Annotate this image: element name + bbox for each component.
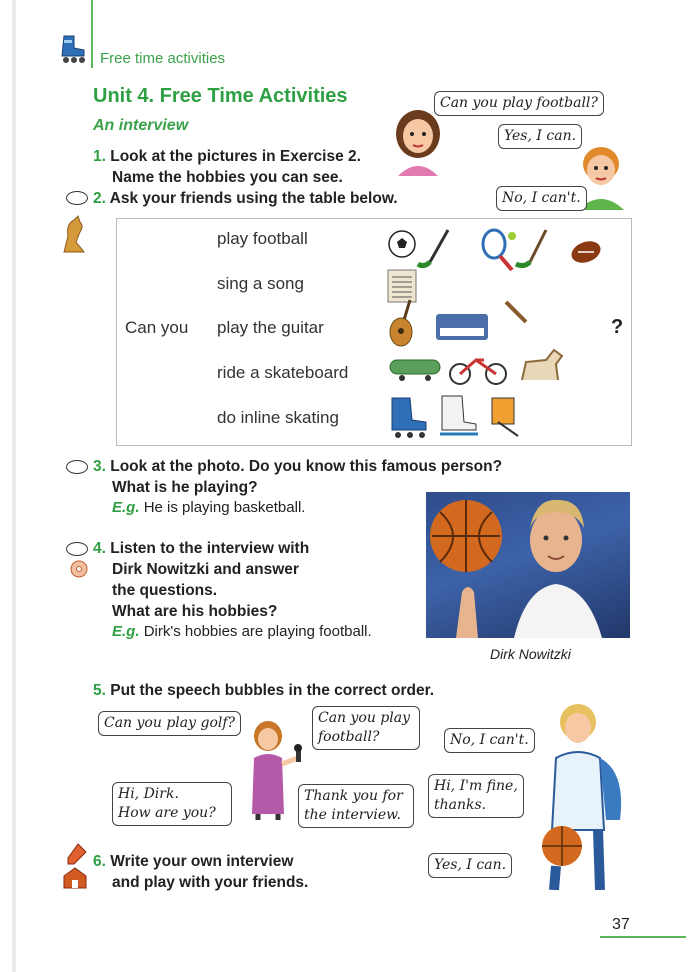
task-text: Put the speech bubbles in the correct order.: [110, 682, 435, 699]
bubble-line: the interview.: [304, 807, 401, 823]
task-2: [93, 188, 398, 209]
task-5: [93, 680, 434, 701]
speaking-icon: [66, 460, 88, 474]
speech-bubble: Can you play football?: [434, 91, 604, 116]
speaking-icon: [66, 191, 88, 205]
ride-icons: [386, 344, 572, 388]
task-text: Dirk Nowitzki and answer: [112, 561, 299, 578]
task-text: and play with your friends.: [112, 874, 309, 891]
skating-icons: [386, 392, 536, 440]
task-text: Name the hobbies you can see.: [112, 169, 343, 186]
task-text: Write your own interview: [110, 853, 294, 870]
example-text: He is playing basketball.: [143, 499, 306, 516]
bubble-line: Hi, Dirk.: [118, 786, 179, 802]
speech-bubble: Can you play golf?: [98, 711, 241, 736]
bubble-line: Hi, I'm fine,: [434, 778, 518, 794]
table-question-mark: ?: [611, 316, 624, 338]
bubble-line: Can you play: [318, 710, 411, 726]
task-text: the questions.: [112, 582, 218, 599]
speech-bubble: [312, 706, 420, 750]
speech-bubble: No, I can't.: [496, 186, 587, 211]
header-rule: [91, 0, 93, 68]
dirk-nowitzki-photo: [426, 492, 630, 638]
bubble-line: football?: [318, 729, 380, 745]
task-number: 2.: [93, 190, 106, 207]
page-number-rule: [600, 936, 686, 938]
example-label: E.g.: [112, 623, 140, 640]
unit-title: Unit 4. Free Time Activities: [93, 85, 348, 107]
table-row-label: sing a song: [217, 274, 304, 293]
task-text: Look at the photo. Do you know this famous person?: [110, 458, 503, 475]
pencil-house-icon: [60, 842, 90, 890]
task-1: [93, 146, 361, 188]
speech-bubble: Yes, I can.: [498, 124, 582, 149]
sports-equipment-icons: [386, 226, 608, 276]
speech-bubble: [428, 774, 524, 818]
dirk-cartoon-illustration: [522, 700, 632, 890]
unit-subtitle: An interview: [93, 117, 189, 134]
speech-bubble: Yes, I can.: [428, 853, 512, 878]
cd-icon: [70, 560, 88, 578]
basketball-player-image: [426, 492, 630, 638]
task-number: 6.: [93, 853, 106, 870]
example-label: E.g.: [112, 499, 140, 516]
page-edge: [12, 0, 16, 972]
task-6: [93, 851, 308, 893]
task-number: 5.: [93, 682, 106, 699]
rollerskate-icon: [58, 32, 88, 64]
speech-bubble: [298, 784, 414, 828]
table-prefix: Can you: [125, 318, 189, 337]
speech-bubble: [112, 782, 232, 826]
example-text: Dirk's hobbies are playing football.: [143, 623, 372, 640]
table-row-label: play football: [217, 229, 308, 248]
page-number: 37: [612, 916, 630, 933]
task-number: 4.: [93, 540, 106, 557]
kangaroo-icon: [54, 214, 88, 254]
speech-bubble: No, I can't.: [444, 728, 535, 753]
task-4: [93, 538, 372, 642]
instruments-icons: [386, 298, 536, 350]
table-row-label: play the guitar: [217, 318, 324, 337]
task-text: What is he playing?: [112, 479, 258, 496]
bubble-line: thanks.: [434, 797, 487, 813]
table-row-label: do inline skating: [217, 408, 339, 427]
bubble-line: How are you?: [118, 805, 216, 821]
task-number: 1.: [93, 148, 106, 165]
task-text: Listen to the interview with: [110, 540, 310, 557]
speaking-icon: [66, 542, 88, 556]
section-label: Free time activities: [100, 50, 226, 67]
interviewer-illustration: [240, 718, 306, 820]
task-text: What are his hobbies?: [112, 603, 278, 620]
task-text: Look at the pictures in Exercise 2.: [110, 148, 361, 165]
task-text: Ask your friends using the table below.: [109, 190, 398, 207]
photo-caption: Dirk Nowitzki: [490, 646, 571, 662]
bubble-line: Thank you for: [304, 788, 403, 804]
table-row-label: ride a skateboard: [217, 363, 349, 382]
task-number: 3.: [93, 458, 106, 475]
